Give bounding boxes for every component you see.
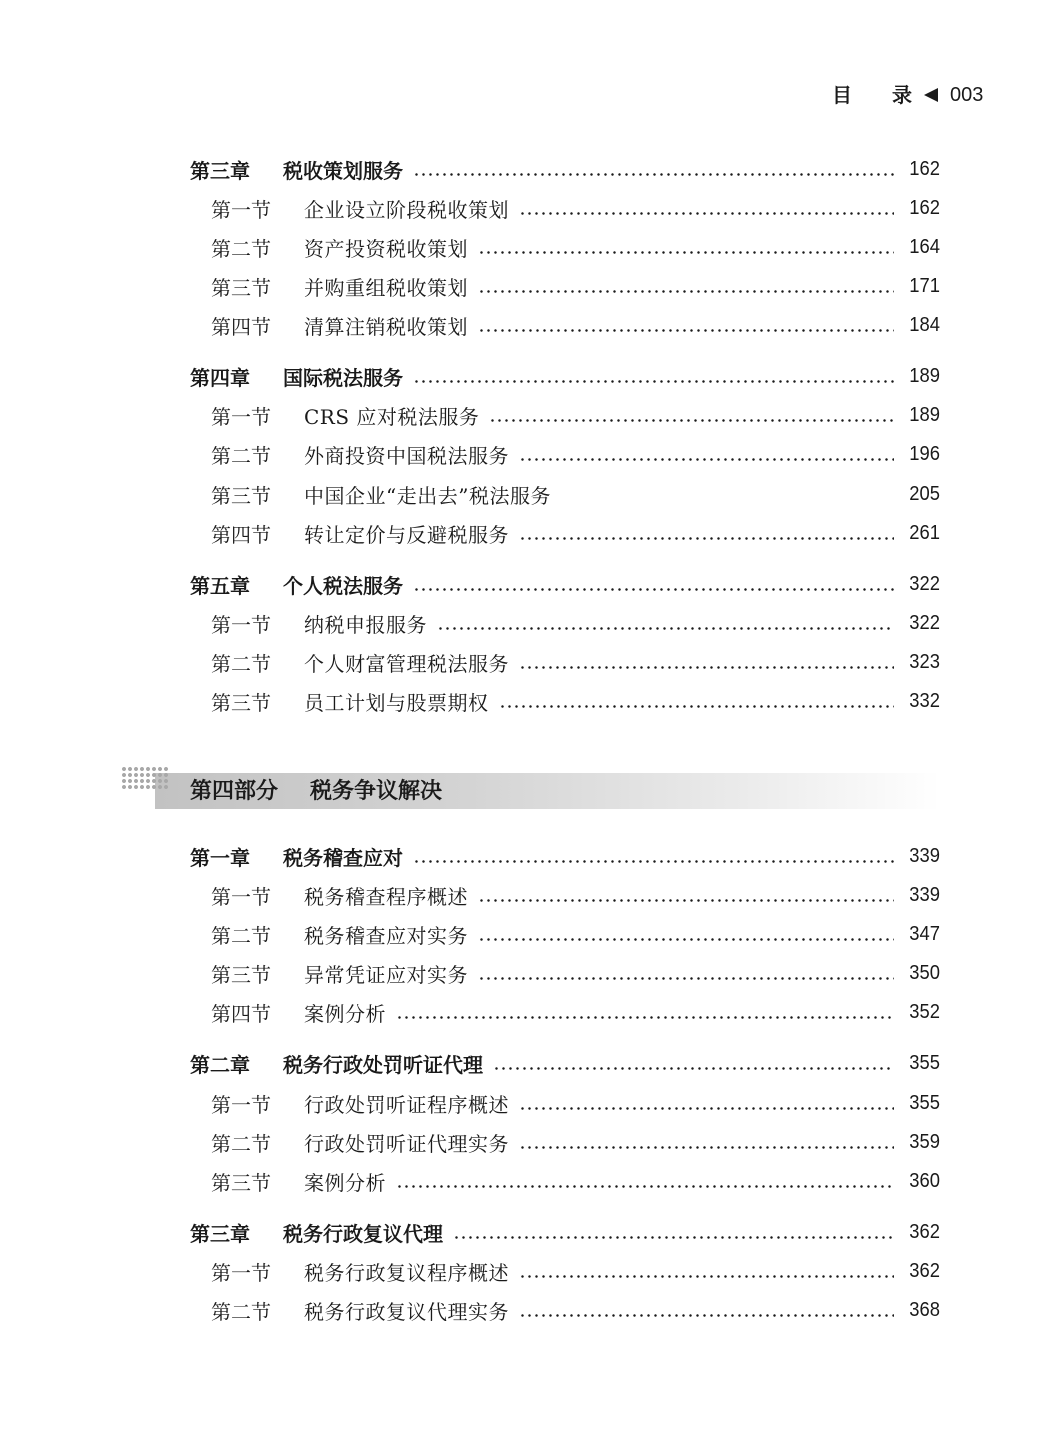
dot-leader <box>396 1185 894 1188</box>
toc-number: 第一节 <box>211 1092 271 1117</box>
toc-page: 196 <box>909 442 940 465</box>
toc-section[interactable] <box>211 231 940 263</box>
toc-page: 171 <box>909 274 940 297</box>
toc-title: 并购重组税收策划 <box>304 275 468 300</box>
toc-section[interactable] <box>211 309 940 341</box>
toc-title: 清算注销税收策划 <box>304 314 468 339</box>
dot-grid-ornament <box>121 766 169 790</box>
toc-page: 323 <box>909 650 940 673</box>
toc-page: 347 <box>909 922 940 945</box>
toc-title: 案例分析 <box>304 1001 386 1026</box>
dot-leader <box>413 860 894 863</box>
toc-chapter[interactable] <box>190 360 940 392</box>
dot-leader <box>478 899 894 902</box>
toc-page: 332 <box>909 689 940 712</box>
toc-number: 第一节 <box>211 197 271 222</box>
toc-title: 员工计划与股票期权 <box>304 690 489 715</box>
toc-title: 税务稽查应对 <box>283 845 403 870</box>
dot-leader <box>519 458 894 461</box>
toc-section[interactable] <box>211 607 940 639</box>
toc-title: 中国企业“走出去”税法服务 <box>304 483 551 508</box>
toc-title: 行政处罚听证程序概述 <box>304 1092 509 1117</box>
toc-number: 第三章 <box>190 1221 250 1246</box>
toc-section[interactable] <box>211 399 940 431</box>
part-title: 税务争议解决 <box>310 778 443 804</box>
dot-leader <box>478 329 894 332</box>
part-heading[interactable] <box>190 773 442 809</box>
toc-section[interactable] <box>211 478 940 510</box>
toc-title: 国际税法服务 <box>283 365 403 390</box>
toc-section[interactable] <box>211 1255 940 1287</box>
toc-number: 第二节 <box>211 443 271 468</box>
toc-title: 税务行政复议代理 <box>283 1221 443 1246</box>
toc-page: 355 <box>909 1091 940 1114</box>
toc-page: 339 <box>909 844 940 867</box>
dot-leader <box>453 1236 894 1239</box>
toc-page: 350 <box>909 961 940 984</box>
toc-title: 行政处罚听证代理实务 <box>304 1131 509 1156</box>
toc-number: 第四节 <box>211 522 271 547</box>
toc-number: 第二节 <box>211 1131 271 1156</box>
dot-leader <box>478 938 894 941</box>
toc-number: 第二节 <box>211 651 271 676</box>
toc-title: 税务行政复议代理实务 <box>304 1299 509 1324</box>
toc-chapter[interactable] <box>190 1047 940 1079</box>
toc-number: 第四章 <box>190 365 250 390</box>
toc-section[interactable] <box>211 517 940 549</box>
toc-chapter[interactable] <box>190 568 940 600</box>
toc-number: 第二节 <box>211 1299 271 1324</box>
toc-section[interactable] <box>211 1087 940 1119</box>
toc-section[interactable] <box>211 1165 940 1197</box>
dot-leader <box>489 419 894 422</box>
toc-section[interactable] <box>211 438 940 470</box>
toc-page: 322 <box>909 611 940 634</box>
toc-number: 第一节 <box>211 1260 271 1285</box>
toc-page: 339 <box>909 883 940 906</box>
toc-number: 第三节 <box>211 962 271 987</box>
dot-leader <box>519 1107 894 1110</box>
dot-leader <box>499 705 895 708</box>
toc-title: 转让定价与反避税服务 <box>304 522 509 547</box>
part-number: 第四部分 <box>190 778 279 804</box>
dot-leader <box>519 212 894 215</box>
dot-leader <box>478 251 894 254</box>
dot-leader <box>519 537 894 540</box>
toc-chapter[interactable] <box>190 153 940 185</box>
toc-number: 第五章 <box>190 573 250 598</box>
toc-number: 第三节 <box>211 275 271 300</box>
toc-number: 第四节 <box>211 1001 271 1026</box>
toc-title: 个人财富管理税法服务 <box>304 651 509 676</box>
toc-page: 360 <box>909 1169 940 1192</box>
toc-section[interactable] <box>211 646 940 678</box>
toc-section[interactable] <box>211 957 940 989</box>
toc-section[interactable] <box>211 918 940 950</box>
toc-page: 352 <box>909 1000 940 1023</box>
toc-number: 第三章 <box>190 158 250 183</box>
toc-section[interactable] <box>211 1294 940 1326</box>
toc-page: 184 <box>909 313 940 336</box>
toc-page: 261 <box>909 521 940 544</box>
running-header <box>832 80 992 110</box>
toc-number: 第三节 <box>211 1170 271 1195</box>
toc-title: 个人税法服务 <box>283 573 403 598</box>
toc-chapter[interactable] <box>190 840 940 872</box>
header-label-mu: 目 <box>832 83 852 107</box>
toc-number: 第二章 <box>190 1052 250 1077</box>
toc-section[interactable] <box>211 1126 940 1158</box>
dot-leader <box>413 380 894 383</box>
toc-title: 外商投资中国税法服务 <box>304 443 509 468</box>
toc-title: 税收策划服务 <box>283 158 403 183</box>
dot-leader <box>413 588 894 591</box>
dot-leader <box>519 666 894 669</box>
toc-section[interactable] <box>211 996 940 1028</box>
dot-leader <box>519 1314 894 1317</box>
toc-title: 税务稽查应对实务 <box>304 923 468 948</box>
toc-page: 322 <box>909 572 940 595</box>
toc-number: 第一节 <box>211 612 271 637</box>
toc-page: 368 <box>909 1298 940 1321</box>
dot-leader <box>519 1275 894 1278</box>
header-page-number: 003 <box>950 84 984 106</box>
toc-number: 第一节 <box>211 884 271 909</box>
toc-page: 355 <box>909 1051 940 1074</box>
toc-number: 第四节 <box>211 314 271 339</box>
toc-title: 企业设立阶段税收策划 <box>304 197 509 222</box>
toc-number: 第一节 <box>211 404 271 429</box>
toc-title: 资产投资税收策划 <box>304 236 468 261</box>
toc-page: 359 <box>909 1130 940 1153</box>
toc-page: 362 <box>909 1220 940 1243</box>
toc-section[interactable] <box>211 270 940 302</box>
toc-title: 税务稽查程序概述 <box>304 884 468 909</box>
toc-number: 第二节 <box>211 923 271 948</box>
toc-section[interactable] <box>211 685 940 717</box>
dot-leader <box>478 290 894 293</box>
toc-number: 第三节 <box>211 690 271 715</box>
toc-page: 164 <box>909 235 940 258</box>
dot-leader <box>519 1146 894 1149</box>
toc-page: 189 <box>909 364 940 387</box>
dot-leader <box>478 977 894 980</box>
toc-title: CRS 应对税法服务 <box>304 404 480 429</box>
toc-page: 189 <box>909 403 940 426</box>
left-triangle-icon <box>924 88 938 102</box>
toc-title: 案例分析 <box>304 1170 386 1195</box>
toc-title: 税务行政处罚听证代理 <box>283 1052 483 1077</box>
dot-leader <box>437 627 894 630</box>
toc-page: 162 <box>909 196 940 219</box>
dot-leader <box>493 1067 894 1070</box>
toc-section[interactable] <box>211 879 940 911</box>
toc-number: 第三节 <box>211 483 271 508</box>
toc-title: 纳税申报服务 <box>304 612 427 637</box>
header-label-lu: 录 <box>892 83 912 107</box>
toc-number: 第一章 <box>190 845 250 870</box>
toc-section[interactable] <box>211 192 940 224</box>
toc-page: 205 <box>909 482 940 505</box>
toc-title: 异常凭证应对实务 <box>304 962 468 987</box>
toc-chapter[interactable] <box>190 1216 940 1248</box>
toc-title: 税务行政复议程序概述 <box>304 1260 509 1285</box>
toc-number: 第二节 <box>211 236 271 261</box>
toc-page: 162 <box>909 157 940 180</box>
dot-leader <box>413 173 894 176</box>
dot-leader <box>396 1016 894 1019</box>
toc-page: 362 <box>909 1259 940 1282</box>
